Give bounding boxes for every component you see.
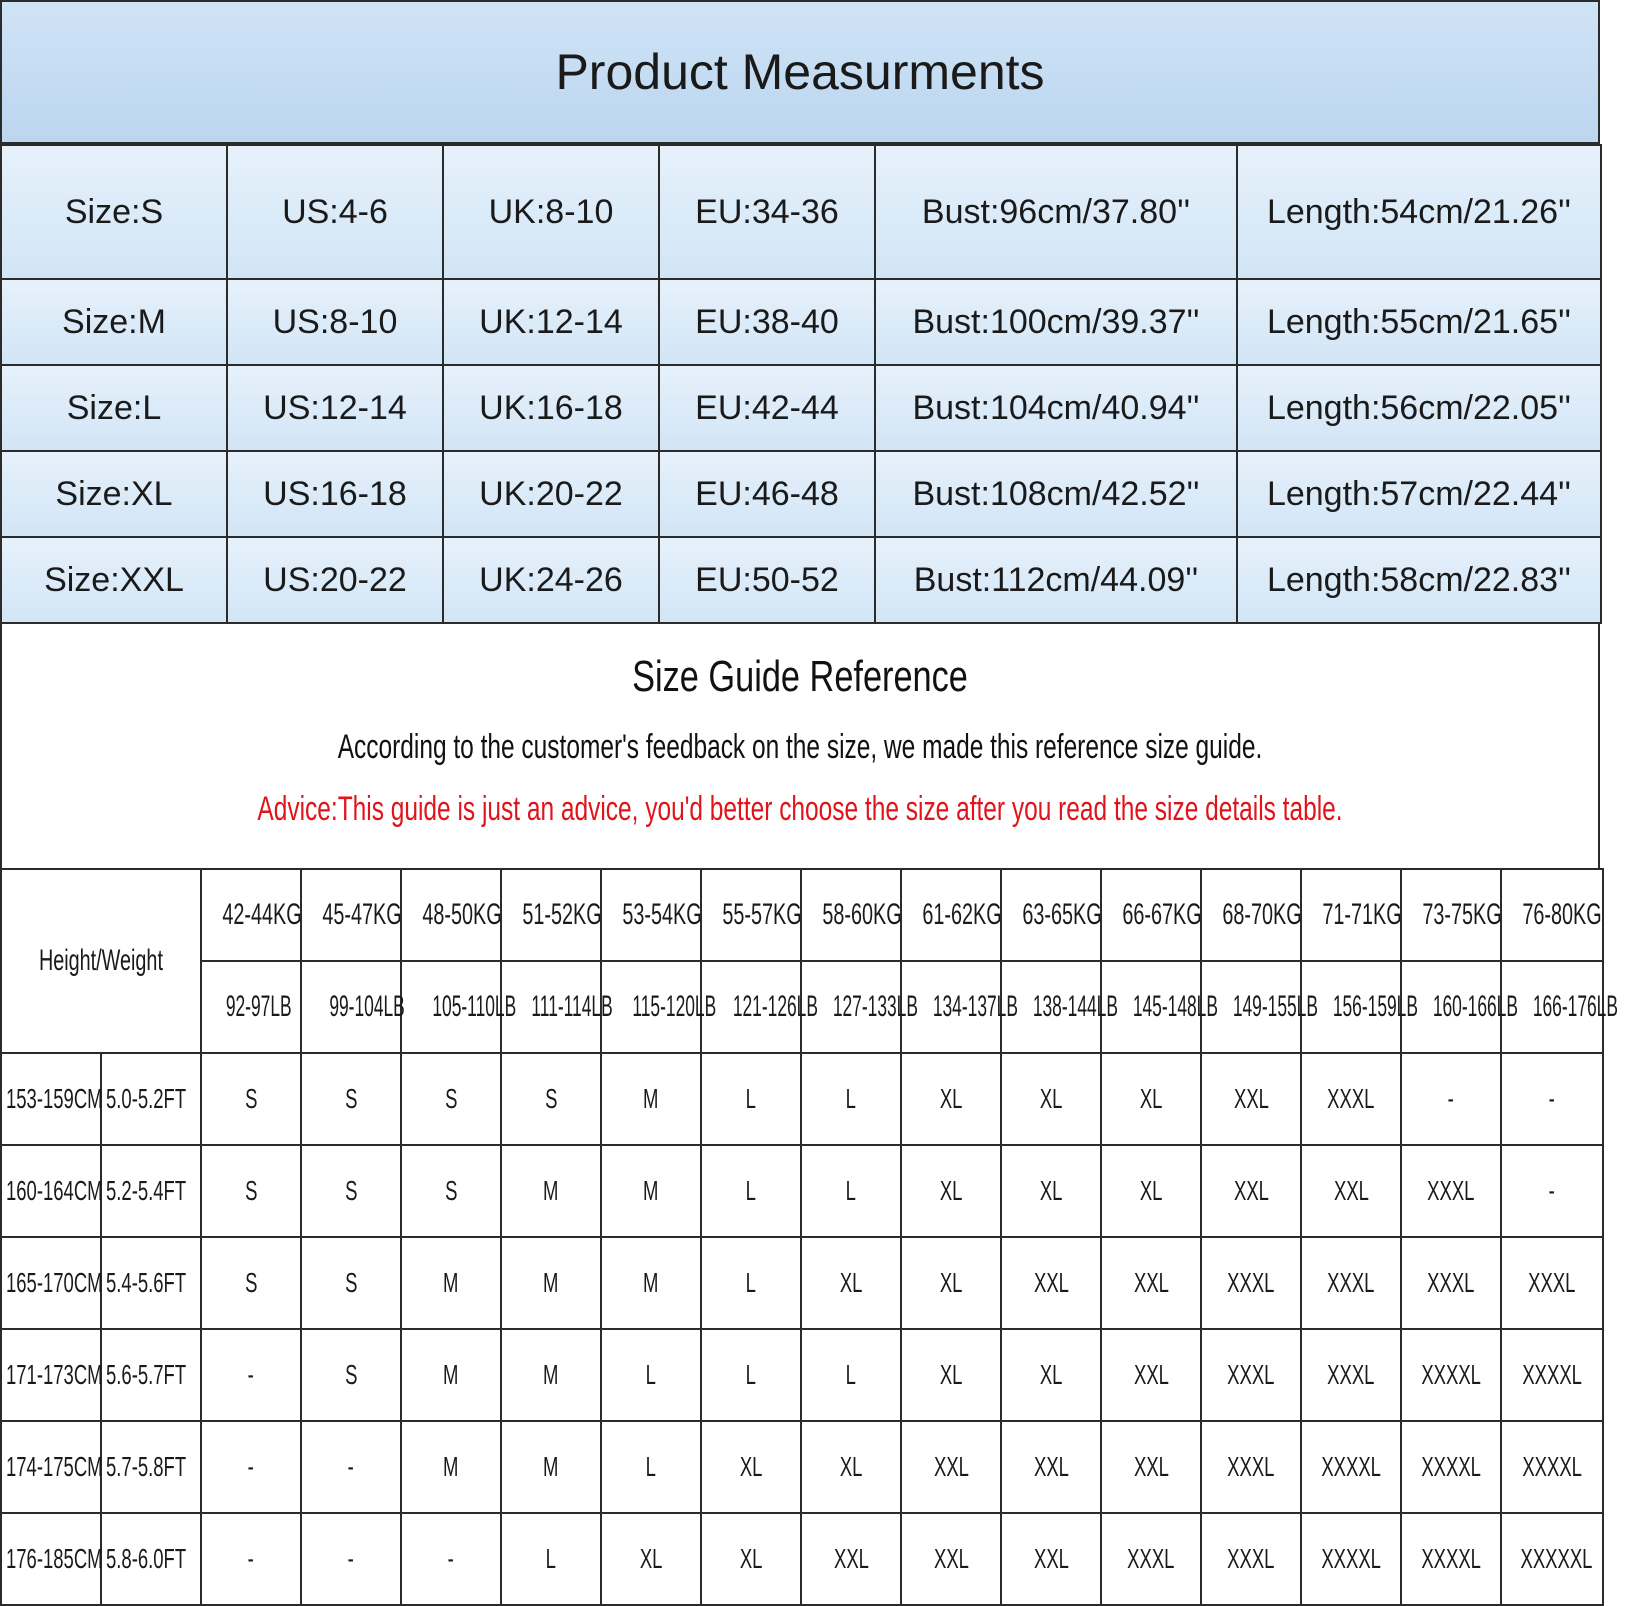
size-value: S [344, 1175, 358, 1206]
size-value: XXXL [1427, 1267, 1475, 1298]
size-cell [601, 1513, 701, 1605]
height-ft-label: 5.2-5.4FT [106, 1175, 187, 1206]
size-value: M [643, 1267, 659, 1298]
size-cell [1301, 1513, 1401, 1605]
weight-lb-label: 145-148LB [1132, 990, 1218, 1023]
size-cell [401, 1053, 501, 1145]
size-value: XXXL [1227, 1359, 1275, 1390]
weight-kg-label: 58-60KG [822, 898, 902, 931]
size-value: XXL [1333, 1175, 1369, 1206]
size-cell [701, 1513, 801, 1605]
size-value: S [244, 1083, 258, 1114]
measurement-length-cell: Length:58cm/22.83'' [1237, 537, 1601, 623]
measurement-uk-cell: UK:24-26 [443, 537, 659, 623]
size-value: XXXXL [1321, 1543, 1381, 1574]
height-ft-cell [101, 1053, 201, 1145]
height-cm-cell [1, 1421, 101, 1513]
size-value: XXXXL [1421, 1451, 1481, 1482]
size-cell [601, 1053, 701, 1145]
size-cell [1101, 1513, 1201, 1605]
weight-kg-label: 66-67KG [1122, 898, 1202, 931]
height-weight-corner [1, 869, 201, 1053]
height-cm-label: 165-170CM [6, 1267, 103, 1298]
height-ft-label: 5.0-5.2FT [106, 1083, 187, 1114]
size-cell [1201, 1513, 1301, 1605]
size-cell [701, 1329, 801, 1421]
weight-kg-header [701, 869, 801, 961]
size-cell [1401, 1329, 1501, 1421]
weight-kg-label: 61-62KG [922, 898, 1002, 931]
size-cell [501, 1145, 601, 1237]
size-cell [701, 1145, 801, 1237]
weight-kg-header [601, 869, 701, 961]
size-cell [1101, 1421, 1201, 1513]
size-cell [801, 1053, 901, 1145]
height-cm-label: 174-175CM [6, 1451, 103, 1482]
size-value: XXXL [1528, 1267, 1576, 1298]
weight-lb-label: 115-120LB [632, 990, 717, 1023]
size-cell [401, 1421, 501, 1513]
size-value: XXXXL [1421, 1359, 1481, 1390]
height-ft-label: 5.6-5.7FT [106, 1359, 187, 1390]
measurement-us-cell: US:20-22 [227, 537, 443, 623]
measurement-eu-cell: EU:42-44 [659, 365, 875, 451]
weight-kg-label: 63-65KG [1022, 898, 1102, 931]
weight-kg-header [501, 869, 601, 961]
height-cm-cell [1, 1053, 101, 1145]
size-cell [1401, 1237, 1501, 1329]
weight-kg-label: 76-80KG [1522, 898, 1602, 931]
size-cell [1401, 1421, 1501, 1513]
height-cm-label: 153-159CM [6, 1083, 103, 1114]
size-cell [801, 1421, 901, 1513]
measurement-bust-cell: Bust:96cm/37.80'' [875, 145, 1237, 279]
size-cell [501, 1513, 601, 1605]
measurement-bust-cell: Bust:104cm/40.94'' [875, 365, 1237, 451]
measurements-title: Product Measurments [0, 0, 1600, 144]
size-guide-note: According to the customer's feedback on the size, we made this reference size guide. [337, 728, 1263, 766]
measurement-size-cell: Size:XXL [1, 537, 227, 623]
size-cell [801, 1237, 901, 1329]
size-value: XL [939, 1267, 963, 1298]
size-value: XL [1139, 1175, 1163, 1206]
weight-lb-label: 99-104LB [329, 990, 405, 1023]
size-cell [1201, 1053, 1301, 1145]
weight-kg-header [1301, 869, 1401, 961]
size-guide-title: Size Guide Reference [632, 652, 968, 701]
size-cell [901, 1513, 1001, 1605]
size-cell [901, 1329, 1001, 1421]
size-cell [1001, 1421, 1101, 1513]
weight-lb-label: 105-110LB [432, 990, 517, 1023]
size-value: S [544, 1083, 558, 1114]
measurement-bust-cell: Bust:112cm/44.09'' [875, 537, 1237, 623]
size-cell [601, 1145, 701, 1237]
size-value: XXXXL [1421, 1543, 1481, 1574]
size-cell [201, 1145, 301, 1237]
size-value: M [643, 1083, 659, 1114]
size-cell [1501, 1237, 1603, 1329]
size-value: - [1548, 1083, 1556, 1114]
size-value: XL [739, 1543, 763, 1574]
size-cell [901, 1237, 1001, 1329]
height-cm-cell [1, 1145, 101, 1237]
measurement-us-cell: US:16-18 [227, 451, 443, 537]
height-ft-cell [101, 1513, 201, 1605]
measurements-table [0, 144, 1602, 624]
height-ft-cell [101, 1421, 201, 1513]
size-cell [201, 1421, 301, 1513]
size-cell [201, 1329, 301, 1421]
size-cell [1101, 1053, 1201, 1145]
height-ft-label: 5.8-6.0FT [106, 1543, 187, 1574]
size-cell [1501, 1421, 1603, 1513]
weight-kg-header [1201, 869, 1301, 961]
size-value: XL [939, 1175, 963, 1206]
measurement-length-cell: Length:55cm/21.65'' [1237, 279, 1601, 365]
weight-kg-header [1101, 869, 1201, 961]
size-value: XXL [1033, 1267, 1069, 1298]
size-cell [1401, 1145, 1501, 1237]
measurement-us-cell: US:12-14 [227, 365, 443, 451]
size-value: XL [1039, 1359, 1063, 1390]
size-value: XXL [833, 1543, 869, 1574]
size-cell [401, 1329, 501, 1421]
size-value: S [244, 1175, 258, 1206]
size-cell [901, 1053, 1001, 1145]
weight-kg-header [1401, 869, 1501, 961]
weight-lb-row [1, 961, 1603, 1053]
size-cell [1001, 1329, 1101, 1421]
weight-lb-label: 166-176LB [1532, 990, 1618, 1023]
size-value: - [347, 1451, 355, 1482]
size-value: XXL [933, 1543, 969, 1574]
height-cm-label: 176-185CM [6, 1543, 103, 1574]
height-weight-table [0, 868, 1618, 1606]
size-cell [301, 1329, 401, 1421]
size-value: XXL [1133, 1451, 1169, 1482]
weight-lb-header [401, 961, 517, 1053]
measurement-row [1, 451, 1601, 537]
size-cell [1201, 1237, 1301, 1329]
size-cell [1201, 1329, 1301, 1421]
size-cell [1001, 1145, 1101, 1237]
measurement-size-cell: Size:L [1, 365, 227, 451]
size-value: XXL [1033, 1451, 1069, 1482]
measurement-uk-cell: UK:12-14 [443, 279, 659, 365]
size-value: L [645, 1451, 657, 1482]
size-guide-header [0, 624, 1600, 868]
size-cell [701, 1053, 801, 1145]
corner-label: Height/Weight [39, 944, 164, 977]
size-cell [801, 1329, 901, 1421]
height-row [1, 1513, 1603, 1605]
size-value: M [643, 1175, 659, 1206]
measurement-row [1, 279, 1601, 365]
size-cell [1101, 1145, 1201, 1237]
weight-kg-label: 73-75KG [1422, 898, 1502, 931]
measurement-us-cell: US:8-10 [227, 279, 443, 365]
height-cm-cell [1, 1329, 101, 1421]
size-value: M [443, 1359, 459, 1390]
size-value: XXXL [1227, 1543, 1275, 1574]
measurement-row [1, 365, 1601, 451]
size-cell [501, 1053, 601, 1145]
size-value: XXXL [1327, 1083, 1375, 1114]
size-value: S [344, 1359, 358, 1390]
size-cell [501, 1329, 601, 1421]
size-value: M [443, 1267, 459, 1298]
size-cell [901, 1145, 1001, 1237]
measurement-length-cell: Length:56cm/22.05'' [1237, 365, 1601, 451]
weight-kg-row [1, 869, 1603, 961]
size-value: XXXL [1227, 1267, 1275, 1298]
measurement-eu-cell: EU:50-52 [659, 537, 875, 623]
height-row [1, 1329, 1603, 1421]
size-cell [601, 1329, 701, 1421]
size-value: XXXL [1327, 1267, 1375, 1298]
size-cell [501, 1237, 601, 1329]
size-value: M [543, 1267, 559, 1298]
size-value: XL [1039, 1175, 1063, 1206]
size-cell [1301, 1053, 1401, 1145]
size-value: XXXXL [1522, 1451, 1582, 1482]
size-cell [201, 1513, 301, 1605]
size-cell [1501, 1053, 1603, 1145]
size-value: L [645, 1359, 657, 1390]
height-row [1, 1237, 1603, 1329]
size-cell [1401, 1053, 1501, 1145]
size-value: M [443, 1451, 459, 1482]
size-cell [1201, 1421, 1301, 1513]
size-cell [1301, 1421, 1401, 1513]
height-row [1, 1145, 1603, 1237]
size-value: XXXL [1127, 1543, 1175, 1574]
weight-lb-label: 160-166LB [1432, 990, 1518, 1023]
weight-kg-header [301, 869, 401, 961]
size-value: XXXL [1427, 1175, 1475, 1206]
height-row [1, 1421, 1603, 1513]
weight-kg-label: 68-70KG [1222, 898, 1302, 931]
height-ft-label: 5.4-5.6FT [106, 1267, 187, 1298]
measurement-uk-cell: UK:20-22 [443, 451, 659, 537]
measurement-uk-cell: UK:16-18 [443, 365, 659, 451]
weight-kg-header [201, 869, 301, 961]
size-cell [301, 1237, 401, 1329]
size-value: L [745, 1359, 757, 1390]
height-row [1, 1053, 1603, 1145]
size-cell [1301, 1329, 1401, 1421]
size-cell [601, 1237, 701, 1329]
size-value: - [1548, 1175, 1556, 1206]
weight-kg-header [1501, 869, 1603, 961]
size-cell [301, 1053, 401, 1145]
size-cell [1001, 1513, 1101, 1605]
size-cell [801, 1513, 901, 1605]
size-value: XXL [1133, 1267, 1169, 1298]
size-value: XL [739, 1451, 763, 1482]
size-cell [401, 1237, 501, 1329]
size-cell [401, 1145, 501, 1237]
weight-kg-label: 48-50KG [422, 898, 502, 931]
weight-kg-label: 71-71KG [1322, 898, 1402, 931]
size-value: XXL [1233, 1175, 1269, 1206]
size-value: S [344, 1267, 358, 1298]
size-cell [401, 1513, 501, 1605]
measurement-eu-cell: EU:38-40 [659, 279, 875, 365]
size-cell [501, 1421, 601, 1513]
weight-kg-header [401, 869, 501, 961]
weight-kg-header [1001, 869, 1101, 961]
measurement-bust-cell: Bust:108cm/42.52'' [875, 451, 1237, 537]
size-cell [601, 1421, 701, 1513]
size-value: XXXXL [1321, 1451, 1381, 1482]
size-value: - [247, 1543, 255, 1574]
height-ft-cell [101, 1145, 201, 1237]
size-cell [1101, 1237, 1201, 1329]
weight-lb-label: 138-144LB [1032, 990, 1118, 1023]
weight-lb-header [601, 961, 717, 1053]
size-value: XL [939, 1083, 963, 1114]
weight-lb-header [201, 961, 301, 1053]
weight-kg-label: 51-52KG [522, 898, 602, 931]
weight-kg-label: 53-54KG [622, 898, 702, 931]
measurement-bust-cell: Bust:100cm/39.37'' [875, 279, 1237, 365]
size-value: L [745, 1267, 757, 1298]
size-cell [1401, 1513, 1501, 1605]
size-value: XL [1039, 1083, 1063, 1114]
height-cm-label: 171-173CM [6, 1359, 103, 1390]
height-ft-label: 5.7-5.8FT [106, 1451, 187, 1482]
weight-kg-header [901, 869, 1001, 961]
size-cell [201, 1053, 301, 1145]
height-ft-cell [101, 1237, 201, 1329]
size-value: - [1447, 1083, 1455, 1114]
weight-lb-label: 156-159LB [1332, 990, 1418, 1023]
size-cell [1101, 1329, 1201, 1421]
size-cell [1301, 1145, 1401, 1237]
size-value: L [545, 1543, 557, 1574]
weight-lb-header [301, 961, 405, 1053]
size-value: XL [1139, 1083, 1163, 1114]
weight-lb-label: 111-114LB [531, 990, 613, 1023]
size-value: S [444, 1083, 458, 1114]
size-cell [1001, 1237, 1101, 1329]
measurement-length-cell: Length:54cm/21.26'' [1237, 145, 1601, 279]
size-cell [1501, 1329, 1603, 1421]
size-cell [1001, 1053, 1101, 1145]
size-value: XXXXL [1522, 1359, 1582, 1390]
size-value: - [247, 1359, 255, 1390]
size-value: XXXL [1227, 1451, 1275, 1482]
size-value: XXXL [1327, 1359, 1375, 1390]
size-value: M [543, 1359, 559, 1390]
size-cell [301, 1421, 401, 1513]
measurement-us-cell: US:4-6 [227, 145, 443, 279]
size-value: L [845, 1083, 857, 1114]
size-value: XXL [1133, 1359, 1169, 1390]
measurement-row [1, 537, 1601, 623]
size-cell [701, 1237, 801, 1329]
size-value: - [347, 1543, 355, 1574]
weight-lb-label: 92-97LB [225, 990, 292, 1023]
size-cell [301, 1145, 401, 1237]
size-cell [1301, 1237, 1401, 1329]
size-value: XXL [1233, 1083, 1269, 1114]
size-cell [701, 1421, 801, 1513]
measurement-size-cell: Size:M [1, 279, 227, 365]
size-cell [1501, 1145, 1603, 1237]
measurement-size-cell: Size:S [1, 145, 227, 279]
measurement-size-cell: Size:XL [1, 451, 227, 537]
size-cell [901, 1421, 1001, 1513]
size-value: S [244, 1267, 258, 1298]
size-value: XL [639, 1543, 663, 1574]
size-value: M [543, 1175, 559, 1206]
measurement-row [1, 145, 1601, 279]
size-value: L [745, 1083, 757, 1114]
size-cell [1201, 1145, 1301, 1237]
measurement-length-cell: Length:57cm/22.44'' [1237, 451, 1601, 537]
weight-kg-header [801, 869, 901, 961]
height-cm-cell [1, 1237, 101, 1329]
size-value: S [444, 1175, 458, 1206]
height-cm-label: 160-164CM [6, 1175, 103, 1206]
size-cell [301, 1513, 401, 1605]
measurement-eu-cell: EU:34-36 [659, 145, 875, 279]
weight-kg-label: 42-44KG [222, 898, 302, 931]
weight-kg-label: 45-47KG [322, 898, 402, 931]
size-cell [801, 1145, 901, 1237]
weight-kg-label: 55-57KG [722, 898, 802, 931]
size-value: L [845, 1175, 857, 1206]
size-value: XL [939, 1359, 963, 1390]
size-value: XL [839, 1451, 863, 1482]
size-value: XXXXXL [1520, 1543, 1593, 1574]
size-guide-advice: Advice:This guide is just an advice, you'd better choose the size after you read the size details table. [257, 790, 1343, 828]
weight-lb-label: 121-126LB [732, 990, 818, 1023]
size-value: XXL [933, 1451, 969, 1482]
weight-lb-label: 127-133LB [832, 990, 918, 1023]
size-cell [1501, 1513, 1603, 1605]
measurement-eu-cell: EU:46-48 [659, 451, 875, 537]
height-cm-cell [1, 1513, 101, 1605]
weight-lb-label: 134-137LB [932, 990, 1018, 1023]
size-value: - [247, 1451, 255, 1482]
size-value: L [745, 1175, 757, 1206]
size-value: S [344, 1083, 358, 1114]
size-value: XXL [1033, 1543, 1069, 1574]
weight-lb-label: 149-155LB [1232, 990, 1318, 1023]
measurement-uk-cell: UK:8-10 [443, 145, 659, 279]
size-value: - [447, 1543, 455, 1574]
height-ft-cell [101, 1329, 201, 1421]
size-value: XL [839, 1267, 863, 1298]
size-value: L [845, 1359, 857, 1390]
size-value: M [543, 1451, 559, 1482]
size-cell [201, 1237, 301, 1329]
